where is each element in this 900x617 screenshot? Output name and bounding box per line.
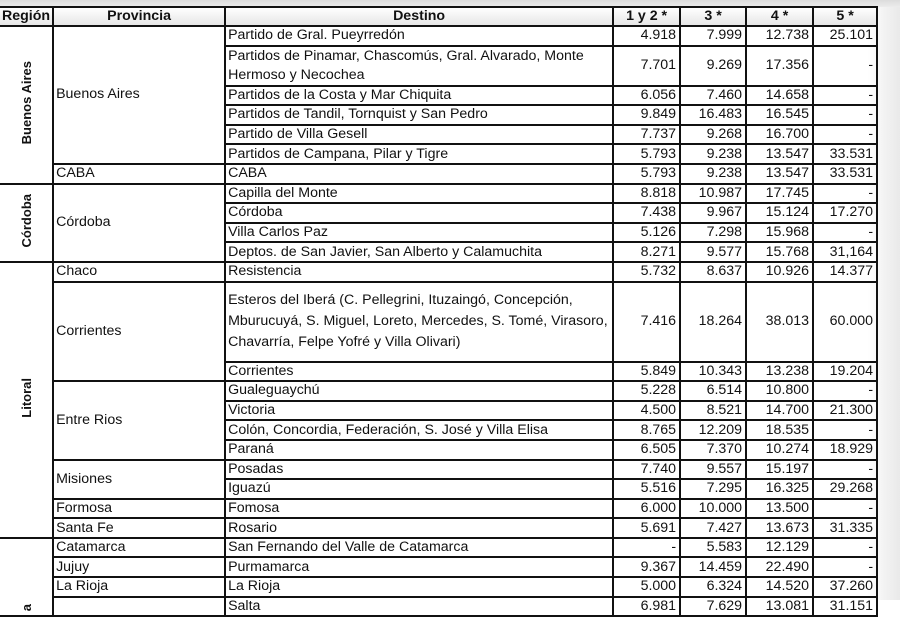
table-row: [0, 381, 877, 401]
price-cell: 31.151: [813, 597, 877, 617]
price-cell: 22.490: [746, 557, 813, 577]
price-cell: 7.295: [680, 479, 746, 499]
destination-cell: Victoria: [225, 401, 613, 421]
price-cell: 8.765: [613, 420, 680, 440]
province-cell: Córdoba: [53, 184, 225, 262]
price-cell: 5.849: [613, 362, 680, 382]
price-cell: 13.547: [746, 164, 813, 184]
price-cell: 13.238: [746, 362, 813, 382]
price-cell: 14.377: [813, 262, 877, 282]
province-cell: Misiones: [53, 460, 225, 499]
price-cell: 21.300: [813, 401, 877, 421]
destination-cell: Posadas: [225, 460, 613, 480]
table-row: [0, 577, 877, 597]
price-cell: -: [813, 46, 877, 86]
destination-cell: Córdoba: [225, 203, 613, 223]
price-cell: -: [813, 499, 877, 519]
price-cell: 10.987: [680, 184, 746, 204]
price-cell: 7.999: [680, 26, 746, 46]
price-cell: 4.918: [613, 26, 680, 46]
province-cell: Chaco: [53, 262, 225, 282]
destination-cell: Partidos de Pinamar, Chascomús, Gral. Alvarado, Monte Hermoso y Necochea: [225, 46, 613, 86]
price-cell: -: [613, 538, 680, 558]
destination-cell: San Fernando del Valle de Catamarca: [225, 538, 613, 558]
price-cell: 29.268: [813, 479, 877, 499]
price-cell: 5.228: [613, 381, 680, 401]
destination-cell: Resistencia: [225, 262, 613, 282]
price-cell: 13.500: [746, 499, 813, 519]
price-cell: 13.547: [746, 144, 813, 164]
price-cell: 33.531: [813, 144, 877, 164]
table-row: [0, 460, 877, 480]
price-cell: 9.577: [680, 242, 746, 262]
province-cell: [53, 597, 225, 617]
price-cell: -: [813, 223, 877, 243]
price-cell: 31,164: [813, 242, 877, 262]
destination-cell: Purmamarca: [225, 557, 613, 577]
tariff-table: [0, 6, 878, 617]
header-category-3: 3 *: [680, 7, 746, 26]
price-cell: 16.325: [746, 479, 813, 499]
destination-cell: La Rioja: [225, 577, 613, 597]
price-cell: 5.793: [613, 164, 680, 184]
table-row: [0, 282, 877, 362]
header-category-5: 5 *: [813, 7, 877, 26]
province-cell: CABA: [53, 164, 225, 184]
price-cell: 6.000: [613, 499, 680, 519]
table-row: [0, 597, 877, 617]
destination-cell: Rosario: [225, 518, 613, 538]
price-cell: -: [813, 105, 877, 125]
price-cell: 18.929: [813, 440, 877, 460]
destination-cell: Esteros del Iberá (C. Pellegrini, Ituzaingó, Concepción, Mburucuyá, S. Miguel, Loreto, Mercedes, S. Tomé, Virasoro, Chavarría, Felpe Yofré y Villa Olivari): [225, 282, 613, 362]
price-cell: 7.629: [680, 597, 746, 617]
header-destino: Destino: [225, 7, 613, 26]
price-cell: -: [813, 125, 877, 145]
destination-cell: Fomosa: [225, 499, 613, 519]
price-cell: 38.013: [746, 282, 813, 362]
price-cell: 14.658: [746, 86, 813, 106]
price-cell: 12.129: [746, 538, 813, 558]
region-label: Litoral: [18, 378, 34, 418]
price-cell: 9.849: [613, 105, 680, 125]
table-row: [0, 184, 877, 204]
price-cell: 16.700: [746, 125, 813, 145]
destination-cell: CABA: [225, 164, 613, 184]
table-row: [0, 26, 877, 46]
header-category-4: 4 *: [746, 7, 813, 26]
price-cell: 17.356: [746, 46, 813, 86]
price-cell: 7.740: [613, 460, 680, 480]
region-cell-buenos-aires: [0, 26, 53, 184]
province-cell: Corrientes: [53, 282, 225, 382]
price-cell: 15.124: [746, 203, 813, 223]
price-cell: 10.926: [746, 262, 813, 282]
price-cell: 5.126: [613, 223, 680, 243]
price-cell: 8.637: [680, 262, 746, 282]
price-cell: 10.800: [746, 381, 813, 401]
destination-cell: Capilla del Monte: [225, 184, 613, 204]
price-cell: 8.521: [680, 401, 746, 421]
price-cell: 17.745: [746, 184, 813, 204]
price-cell: 7.460: [680, 86, 746, 106]
destination-cell: Iguazú: [225, 479, 613, 499]
destination-cell: Partido de Gral. Pueyrredón: [225, 26, 613, 46]
price-cell: 8.271: [613, 242, 680, 262]
price-cell: 9.367: [613, 557, 680, 577]
province-cell: Buenos Aires: [53, 26, 225, 164]
province-cell: Catamarca: [53, 538, 225, 558]
price-cell: 14.520: [746, 577, 813, 597]
price-cell: 9.269: [680, 46, 746, 86]
price-cell: 7.427: [680, 518, 746, 538]
price-cell: 10.000: [680, 499, 746, 519]
price-cell: 9.238: [680, 144, 746, 164]
table-row: [0, 557, 877, 577]
destination-cell: Partidos de la Costa y Mar Chiquita: [225, 86, 613, 106]
price-cell: 18.535: [746, 420, 813, 440]
price-cell: 8.818: [613, 184, 680, 204]
price-cell: 9.967: [680, 203, 746, 223]
price-cell: 5.516: [613, 479, 680, 499]
region-cell-norte: [0, 538, 53, 616]
destination-cell: Deptos. de San Javier, San Alberto y Calamuchita: [225, 242, 613, 262]
price-cell: 9.268: [680, 125, 746, 145]
price-cell: 4.500: [613, 401, 680, 421]
destination-cell: Partido de Villa Gesell: [225, 125, 613, 145]
province-cell: Entre Rios: [53, 381, 225, 459]
header-region: Región: [0, 7, 53, 26]
price-cell: -: [813, 557, 877, 577]
price-cell: -: [813, 381, 877, 401]
price-cell: 6.981: [613, 597, 680, 617]
price-cell: 7.701: [613, 46, 680, 86]
price-cell: 14.459: [680, 557, 746, 577]
price-cell: 15.197: [746, 460, 813, 480]
price-cell: 5.793: [613, 144, 680, 164]
price-cell: 19.204: [813, 362, 877, 382]
table-row: [0, 518, 877, 538]
price-cell: 7.737: [613, 125, 680, 145]
price-cell: 25.101: [813, 26, 877, 46]
header-provincia: Provincia: [53, 7, 225, 26]
destination-cell: Salta: [225, 597, 613, 617]
price-cell: 5.583: [680, 538, 746, 558]
price-cell: -: [813, 420, 877, 440]
price-cell: 10.343: [680, 362, 746, 382]
destination-cell: Gualeguaychú: [225, 381, 613, 401]
price-cell: -: [813, 184, 877, 204]
province-cell: La Rioja: [53, 577, 225, 597]
price-cell: 6.324: [680, 577, 746, 597]
table-header-row: [0, 7, 877, 26]
table-row: [0, 164, 877, 184]
region-cell-litoral: [0, 262, 53, 538]
price-cell: 33.531: [813, 164, 877, 184]
province-cell: Jujuy: [53, 557, 225, 577]
province-cell: Santa Fe: [53, 518, 225, 538]
price-cell: 12.209: [680, 420, 746, 440]
table-row: [0, 499, 877, 519]
table-row: [0, 262, 877, 282]
price-cell: -: [813, 538, 877, 558]
destination-cell: Partidos de Campana, Pilar y Tigre: [225, 144, 613, 164]
destination-cell: Corrientes: [225, 362, 613, 382]
price-cell: 9.557: [680, 460, 746, 480]
price-cell: 60.000: [813, 282, 877, 362]
price-cell: 5.732: [613, 262, 680, 282]
price-cell: 13.081: [746, 597, 813, 617]
price-cell: 14.700: [746, 401, 813, 421]
price-cell: -: [813, 86, 877, 106]
price-cell: 6.505: [613, 440, 680, 460]
price-cell: 7.416: [613, 282, 680, 362]
destination-cell: Paraná: [225, 440, 613, 460]
price-cell: 7.438: [613, 203, 680, 223]
price-cell: 37.260: [813, 577, 877, 597]
region-cell-cordoba: [0, 184, 53, 262]
price-cell: 13.673: [746, 518, 813, 538]
province-cell: Formosa: [53, 499, 225, 519]
price-cell: 15.968: [746, 223, 813, 243]
price-cell: 6.056: [613, 86, 680, 106]
header-category-1-2: 1 y 2 *: [613, 7, 680, 26]
region-label: Buenos Aires: [18, 61, 34, 145]
region-label: a: [18, 604, 34, 612]
table-row: [0, 538, 877, 558]
price-cell: 16.483: [680, 105, 746, 125]
price-cell: 18.264: [680, 282, 746, 362]
destination-cell: Villa Carlos Paz: [225, 223, 613, 243]
price-cell: 7.370: [680, 440, 746, 460]
price-cell: 10.274: [746, 440, 813, 460]
price-cell: 15.768: [746, 242, 813, 262]
price-cell: -: [813, 460, 877, 480]
price-cell: 7.298: [680, 223, 746, 243]
price-cell: 6.514: [680, 381, 746, 401]
destination-cell: Partidos de Tandil, Tornquist y San Pedro: [225, 105, 613, 125]
destination-cell: Colón, Concordia, Federación, S. José y Villa Elisa: [225, 420, 613, 440]
price-cell: 17.270: [813, 203, 877, 223]
price-cell: 5.000: [613, 577, 680, 597]
price-cell: 31.335: [813, 518, 877, 538]
price-cell: 5.691: [613, 518, 680, 538]
price-cell: 9.238: [680, 164, 746, 184]
region-label: Córdoba: [18, 194, 34, 248]
price-cell: 16.545: [746, 105, 813, 125]
price-cell: 12.738: [746, 26, 813, 46]
